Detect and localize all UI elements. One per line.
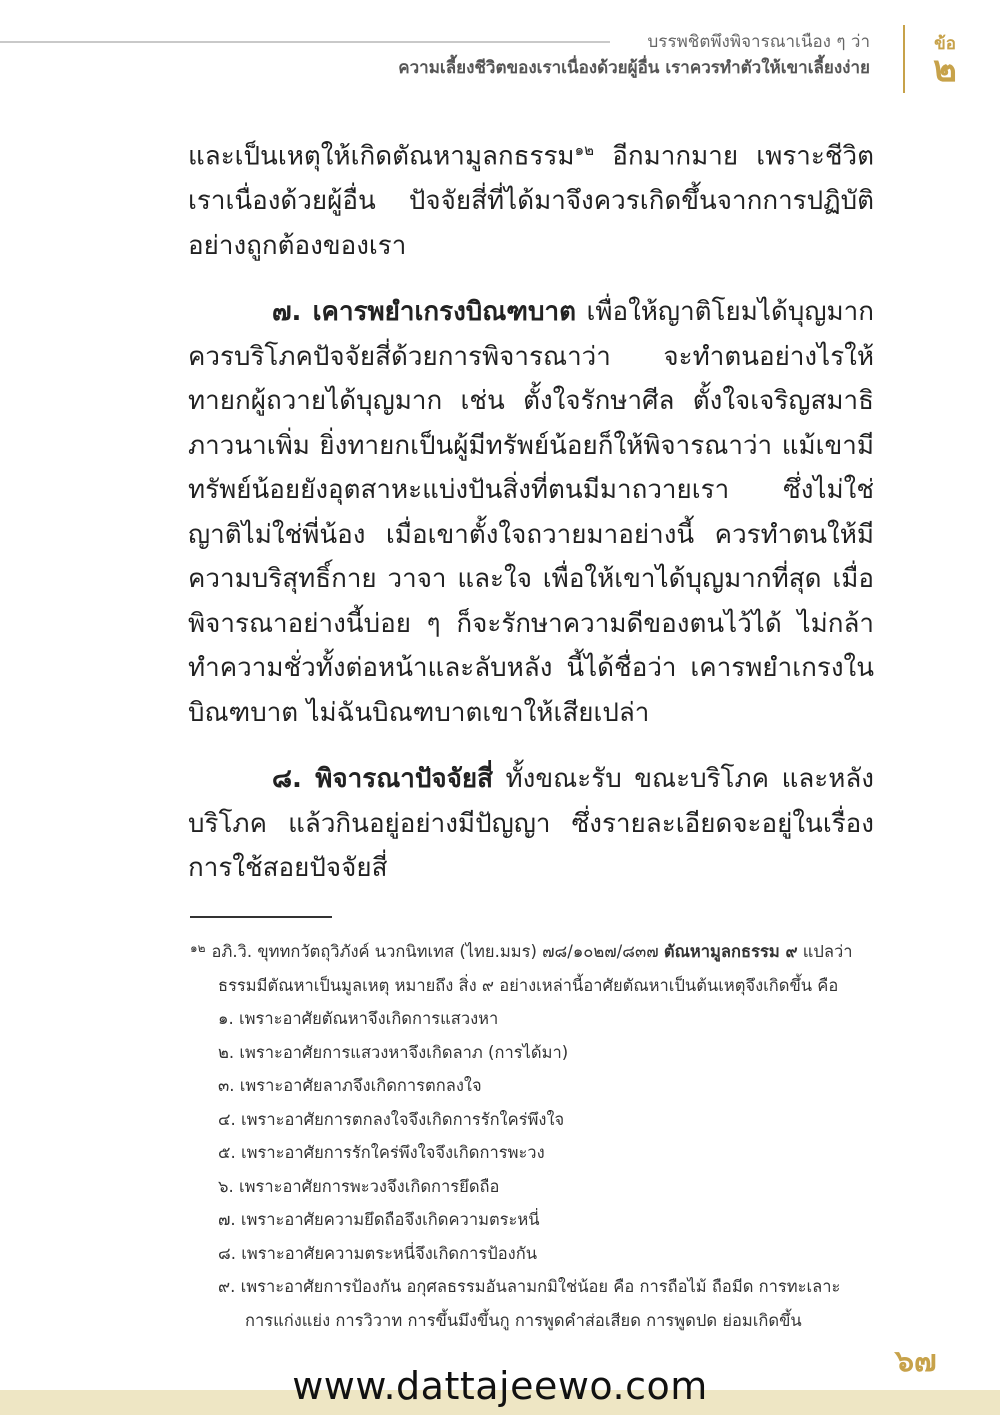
paragraph-7: ๗. เคารพยำเกรงบิณฑบาต เพื่อให้ญาติโยมได้บุญมาก ควรบริโภคปัจจัยสี่ด้วยการพิจารณาว่า จะทำตนอย่างไรให้ทายกผู้ถวายได้บุญมาก เช่น ตั้งใจรักษาศีล ตั้งใจเจริญสมาธิภาวนาเพิ่ม ยิ่งทายกเป็นผู้มีทรัพย์น้อยก็ให้พิจารณาว่า แม้เขามีทรัพย์น้อยยังอุตสาหะแบ่งปันสิ่งที่ตนมีมาถวายเรา ซึ่งไม่ใช่ญาติไม่ใช่พี่น้อง เมื่อเขาตั้งใจถวายมาอย่างนี้ ควรทำตนให้มีความบริสุทธิ์กาย วาจา และใจ เพื่อให้เขาได้บุญมากที่สุด เมื่อพิจารณาอย่างนี้บ่อย ๆ ก็จะรักษาความดีของตนไว้ได้ ไม่กล้าทำความชั่วทั้งต่อหน้าและลับหลัง นี้ได้ชื่อว่า เคารพยำเกรงในบิณฑบาต ไม่ฉันบิณฑบาตเขาให้เสียเปล่า	[188, 297, 874, 728]
paragraph-7-heading: ๗. เคารพยำเกรงบิณฑบาต	[272, 297, 576, 328]
chapter-label: ข้อ	[934, 34, 956, 54]
footnote-12: $^{๑๒}$ อภิ.วิ. ขุททกวัตถุวิภังค์ นวกนิทเทส (ไทย.มมร) ๗๘/๑๐๒๗/๘๓๗ ตัณหามูลกธรรม ๙ แปลว่า ธรรมมีตัณหาเป็นมูลเหตุ หมายถึง สิ่ง ๙ อย่างเหล่านี้อาศัยตัณหาเป็นต้นเหตุจึงเกิดขึ้น คือ	[190, 941, 853, 995]
page-number: ๖๗	[895, 1344, 937, 1379]
chapter-number: ๒	[933, 49, 957, 90]
footnote-item: ๒. เพราะอาศัยการแสวงหาจึงเกิดลาภ (การได้มา)	[218, 1042, 569, 1062]
footnote-item-9: ๙. เพราะอาศัยการป้องกัน อกุศลธรรมอันลามกมิใช่น้อย คือ การถือไม้ ถือมีด การทะเลาะ การแก่งแย่ง การวิวาท การขึ้นมึงขึ้นกู การพูดคำส่อเสียด การพูดปด ย่อมเกิดขึ้น	[218, 1277, 841, 1330]
footnote-item: ๔. เพราะอาศัยการตกลงใจจึงเกิดการรักใคร่พึงใจ	[218, 1109, 565, 1129]
footnote-ref[interactable]: ๑๒	[574, 141, 594, 159]
header-rule	[0, 41, 610, 43]
footnote-item: ๗. เพราะอาศัยความยึดถือจึงเกิดความตระหนี่	[218, 1210, 540, 1229]
footnote-rule	[190, 916, 332, 918]
running-header-line1: บรรพชิตพึงพิจารณาเนือง ๆ ว่า	[647, 32, 870, 52]
paragraph-8: ๘. พิจารณาปัจจัยสี่ ทั้งขณะรับ ขณะบริโภค และหลังบริโภค แล้วกินอยู่อย่างมีปัญญา ซึ่งรายละเอียดจะอยู่ในเรื่องการใช้สอยปัจจัยสี่	[188, 764, 874, 884]
paragraph-1: และเป็นเหตุให้เกิดตัณหามูลกธรรม$^{๑๒}$ อีกมากมาย เพราะชีวิตเราเนื่องด้วยผู้อื่น ปัจจัยสี่ที่ได้มาจึงควรเกิดขึ้นจากการปฏิบัติอย่างถูกต้องของเรา	[188, 141, 874, 261]
footnote-item: ๖. เพราะอาศัยการพะวงจึงเกิดการยึดถือ	[218, 1176, 500, 1196]
footnote-item: ๑. เพราะอาศัยตัณหาจึงเกิดการแสวงหา	[218, 1009, 499, 1028]
footnote-marker: ๑๒	[190, 941, 206, 955]
header-separator	[903, 25, 905, 93]
body-text	[188, 128, 874, 913]
footnote-item: ๘. เพราะอาศัยความตระหนี่จึงเกิดการป้องกัน	[218, 1243, 537, 1263]
paragraph-8-heading: ๘. พิจารณาปัจจัยสี่	[272, 764, 493, 795]
running-header-line2: ความเลี้ยงชีวิตของเราเนื่องด้วยผู้อื่น เราควรทำตัวให้เขาเลี้ยงง่าย	[398, 58, 870, 78]
footnote-item: ๕. เพราะอาศัยการรักใคร่พึงใจจึงเกิดการพะวง	[218, 1143, 545, 1162]
footnote-item: ๓. เพราะอาศัยลาภจึงเกิดการตกลงใจ	[218, 1076, 482, 1095]
website-watermark: www.dattajeewo.com	[292, 1364, 708, 1408]
footnotes	[190, 932, 880, 1337]
